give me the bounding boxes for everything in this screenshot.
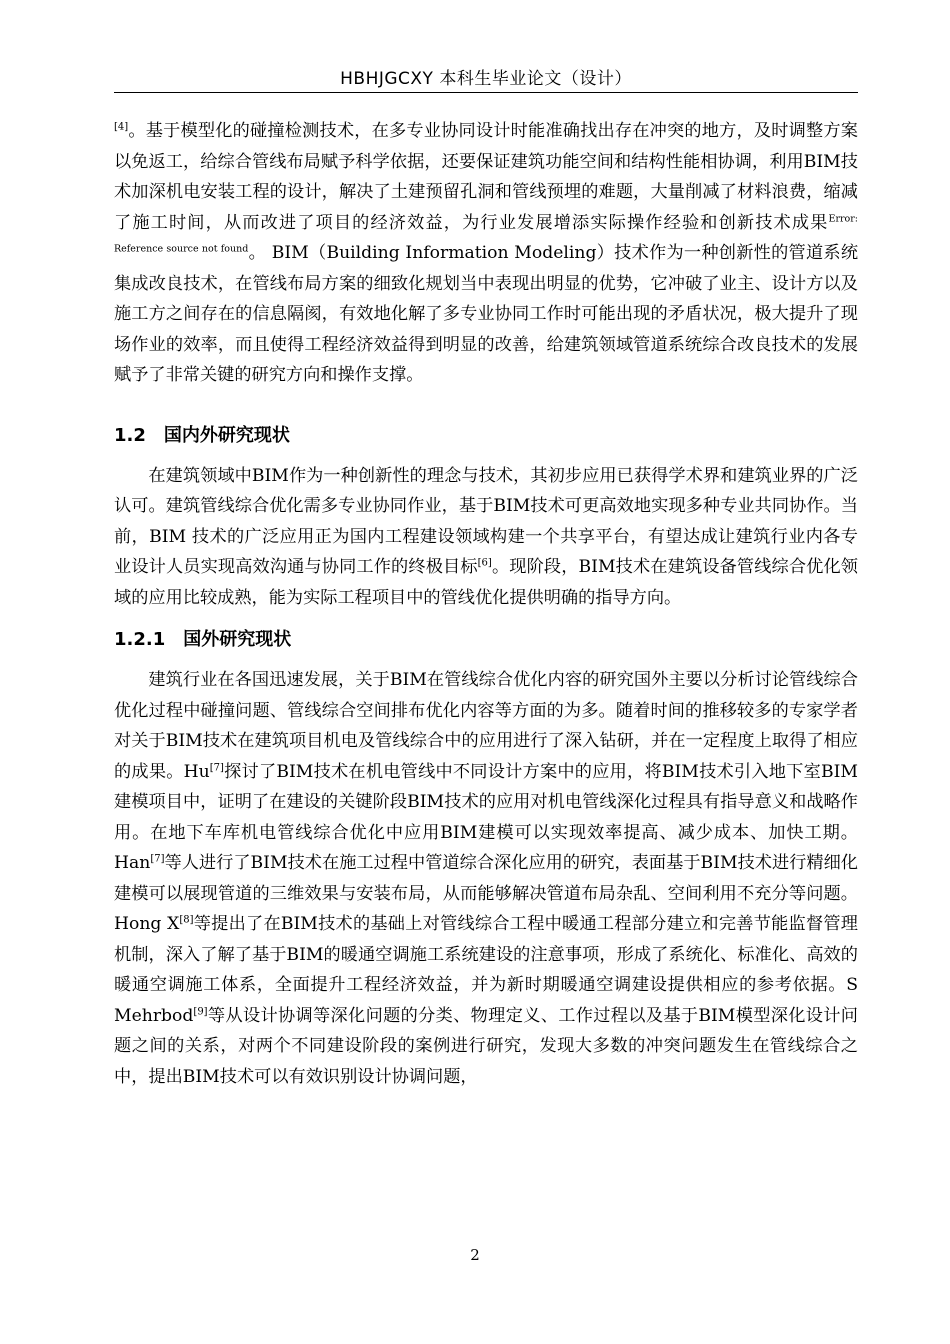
paragraph-text: 建筑行业在各国迅速发展，关于BIM在管线综合优化内容的研究国外主要以分析讨论管线综合优化过程中碰撞问题、管线综合空间排布优化内容等方面的为多。随着时间的推移较多的专家学者对关于BIM技术在建筑项目机电及管线综合中的应用进行了深入钻研，并在一定程度上取得了相应的成果。Hu bbox=[114, 670, 858, 782]
paragraph-text: 。现阶段，BIM技术在建筑设备管线综合优化领域的应用比较成熟，能为实际工程项目中的管线优化提供明确的指导方向。 bbox=[114, 557, 858, 608]
section-title: 国内外研究现状 bbox=[163, 424, 290, 446]
paragraph-text: 探讨了BIM技术在机电管线中不同设计方案中的应用，将BIM技术引入地下室BIM建模项目中，证明了在建设的关键阶段BIM技术的应用对机电管线深化过程具有指导意义和战略作用。在地下车库机电管线综合优化中应用BIM建模可以实现效率提高、减少成本、加快工期。Han bbox=[114, 761, 859, 873]
section-number: 1.2 bbox=[114, 424, 146, 446]
section-heading-1-2-1 bbox=[114, 625, 858, 655]
paragraph-1 bbox=[114, 116, 858, 391]
paragraph-2 bbox=[114, 461, 858, 614]
page-number: 2 bbox=[470, 1246, 480, 1264]
body-content bbox=[114, 116, 858, 1092]
citation: [6] bbox=[477, 557, 492, 569]
paragraph-text: 等人进行了BIM技术在施工过程中管道综合深化应用的研究，表面基于BIM技术进行精细化建模可以展现管道的三维效果与安装布局，从而能够解决管道布局杂乱、空间利用不充分等问题。Hong X bbox=[114, 853, 858, 934]
paragraph-text: 等提出了在BIM技术的基础上对管线综合工程中暖通工程部分建立和完善节能监督管理机制，深入了解了基于BIM的暖通空调施工系统建设的注意事项，形成了系统化、标准化、高效的暖通空调施工体系，全面提升工程经济效益，并为新时期暖通空调建设提供相应的参考依据。S Mehrbod bbox=[114, 914, 858, 1026]
paragraph-text: 在建筑领域中BIM作为一种创新性的理念与技术，其初步应用已获得学术界和建筑业界的广泛认可。建筑管线综合优化需多专业协同作业，基于BIM技术可更高效地实现多种专业共同协作。当前，BIM 技术的广泛应用正为国内工程建设领域构建一个共享平台，有望达成让建筑行业内各专业设计人员实现高效沟通与协同工作的终极目标 bbox=[114, 465, 858, 577]
paragraph-text: 。 BIM（Building Information Modeling）技术作为一种创新性的管道系统集成改良技术，在管线布局方案的细致化规划当中表现出明显的优势，它冲破了业主、设计方以及施工方之间存在的信息隔阂，有效地化解了多专业协同工作时可能出现的矛盾状况，极大提升了现场作业的效率，而且使得工程经济效益得到明显的改善，给建筑领域管道系统综合改良技术的发展赋予了非常关键的研究方向和操作支撑。 bbox=[114, 243, 859, 385]
paragraph-3 bbox=[114, 665, 858, 1092]
citation: [7] bbox=[209, 761, 224, 773]
paragraph-text: 等从设计协调等深化问题的分类、物理定义、工作过程以及基于BIM模型深化设计问题之间的关系，对两个不同建设阶段的案例进行研究，发现大多数的冲突问题发生在管线综合之中，提出BIM技术可以有效识别设计协调问题， bbox=[114, 1005, 858, 1087]
section-title: 国外研究现状 bbox=[183, 629, 292, 650]
citation: [7] bbox=[150, 853, 165, 865]
header-rule bbox=[114, 92, 858, 93]
section-heading-1-2 bbox=[114, 421, 858, 451]
citation: [4] bbox=[114, 121, 129, 133]
section-number: 1.2.1 bbox=[114, 629, 166, 650]
citation: [8] bbox=[179, 914, 194, 926]
page-header: HBHJGCXY 本科生毕业论文（设计） bbox=[340, 69, 632, 89]
reference-error: Error: Reference source not found bbox=[114, 212, 858, 255]
paragraph-text: 。基于模型化的碰撞检测技术，在多专业协同设计时能准确找出存在冲突的地方，及时调整方案以免返工，给综合管线布局赋予科学依据，还要保证建筑功能空间和结构性能相协调，利用BIM技术加深机电安装工程的设计，解决了土建预留孔洞和管线预埋的难题，大量削减了材料浪费，缩减了施工时间，从而改进了项目的经济效益，为行业发展增添实际操作经验和创新技术成果 bbox=[114, 121, 858, 233]
citation: [9] bbox=[193, 1005, 208, 1017]
